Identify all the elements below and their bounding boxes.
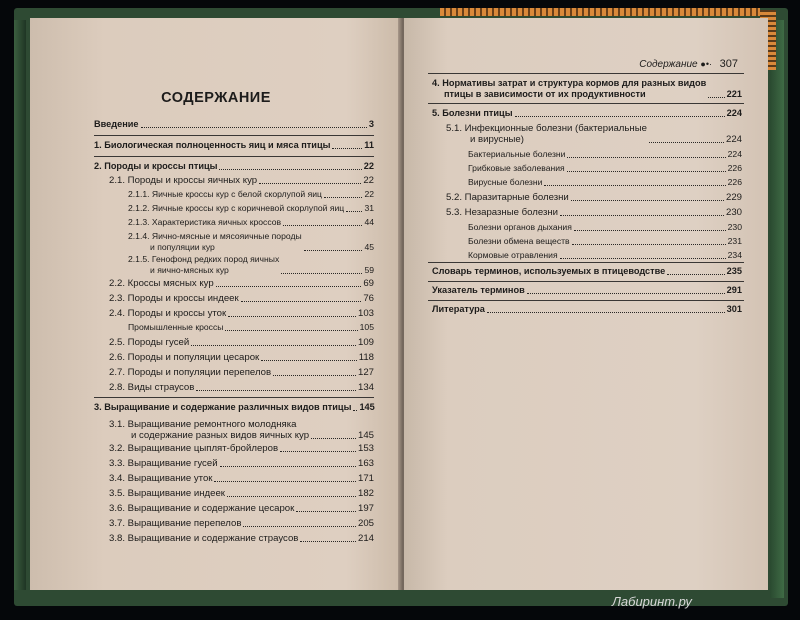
running-header: Содержание ●•· (639, 59, 712, 70)
toc-entry: 5.1. Инфекционные болезни (бактериальные и вирусные) 224 (446, 123, 742, 145)
toc-entry: 3.4. Выращивание уток 171 (109, 473, 374, 484)
toc-entry: 3.6. Выращивание и содержание цесарок 197 (109, 503, 374, 514)
toc-entry: Словарь терминов, используемых в птицеводстве 235 (432, 266, 742, 276)
toc-entry: Болезни органов дыхания 230 (468, 222, 742, 232)
right-page (404, 18, 768, 590)
toc-entry: 5.2. Паразитарные болезни 229 (446, 192, 742, 203)
toc-entry: 3. Выращивание и содержание различных видов птицы 145 (94, 402, 375, 412)
toc-entry: 3.8. Выращивание и содержание страусов 214 (109, 533, 374, 544)
toc-entry: 2.8. Виды страусов 134 (109, 382, 374, 393)
toc-entry: 2.1.5. Генофонд редких пород яичных и яично-мясных кур 59 (128, 254, 374, 275)
divider (94, 156, 374, 157)
cover-edge-left (14, 20, 26, 590)
toc-entry: 2.7. Породы и популяции перепелов 127 (109, 367, 374, 378)
page-number: 307 (719, 58, 738, 70)
divider (428, 262, 744, 263)
toc-entry: Кормовые отравления 234 (468, 250, 742, 260)
toc-entry: Болезни обмена веществ 231 (468, 236, 742, 246)
toc-entry: 3.5. Выращивание индеек 182 (109, 488, 374, 499)
toc-entry: Бактериальные болезни 224 (468, 149, 742, 159)
divider (94, 135, 374, 136)
toc-entry: 2.3. Породы и кроссы индеек 76 (109, 293, 374, 304)
toc-entry: 1. Биологическая полноценность яиц и мяса птицы 11 (94, 140, 374, 150)
divider (428, 300, 744, 301)
header-rule (428, 73, 744, 74)
toc-entry: Вирусные болезни 226 (468, 177, 742, 187)
toc-entry: 4. Нормативы затрат и структура кормов для разных видов птицы в зависимости от их продуктивности 221 (432, 78, 742, 99)
toc-entry: 2.1. Породы и кроссы яичных кур 22 (109, 175, 374, 186)
site-watermark: Лабиринт.ру (612, 594, 692, 609)
left-page (30, 18, 402, 590)
divider (94, 397, 374, 398)
toc-entry: 3.1. Выращивание ремонтного молодняка и содержание разных видов яичных кур 145 (109, 419, 374, 441)
bookmark-stripe-top (440, 8, 760, 16)
toc-entry: Грибковые заболевания 226 (468, 163, 742, 173)
toc-entry: 5.3. Незаразные болезни 230 (446, 207, 742, 218)
toc-entry: 5. Болезни птицы 224 (432, 108, 742, 118)
divider (428, 103, 744, 104)
toc-entry: 2.5. Породы гусей 109 (109, 337, 374, 348)
toc-entry: 2.1.3. Характеристика яичных кроссов 44 (128, 217, 374, 227)
toc-entry: 2.1.4. Яично-мясные и мясояичные породы и популяции кур 45 (128, 231, 374, 252)
toc-entry: Указатель терминов 291 (432, 285, 742, 295)
toc-entry: Литература 301 (432, 304, 742, 314)
toc-entry: 3.7. Выращивание перепелов 205 (109, 518, 374, 529)
toc-entry: Введение 3 (94, 119, 374, 129)
toc-entry: 2.2. Кроссы мясных кур 69 (109, 278, 374, 289)
cover-edge-right (770, 20, 784, 598)
toc-title: СОДЕРЖАНИЕ (161, 90, 271, 106)
toc-entry: Промышленные кроссы 105 (128, 322, 374, 332)
toc-entry: 3.3. Выращивание гусей 163 (109, 458, 374, 469)
toc-entry: 2.1.2. Яичные кроссы кур с коричневой скорлупой яиц 31 (128, 203, 374, 213)
toc-entry: 2.6. Породы и популяции цесарок 118 (109, 352, 374, 363)
toc-entry: 2. Породы и кроссы птицы 22 (94, 161, 374, 171)
toc-entry: 2.1.1. Яичные кроссы кур с белой скорлупой яиц 22 (128, 189, 374, 199)
toc-entry: 2.4. Породы и кроссы уток 103 (109, 308, 374, 319)
divider (428, 281, 744, 282)
toc-entry: 3.2. Выращивание цыплят-бройлеров 153 (109, 443, 374, 454)
